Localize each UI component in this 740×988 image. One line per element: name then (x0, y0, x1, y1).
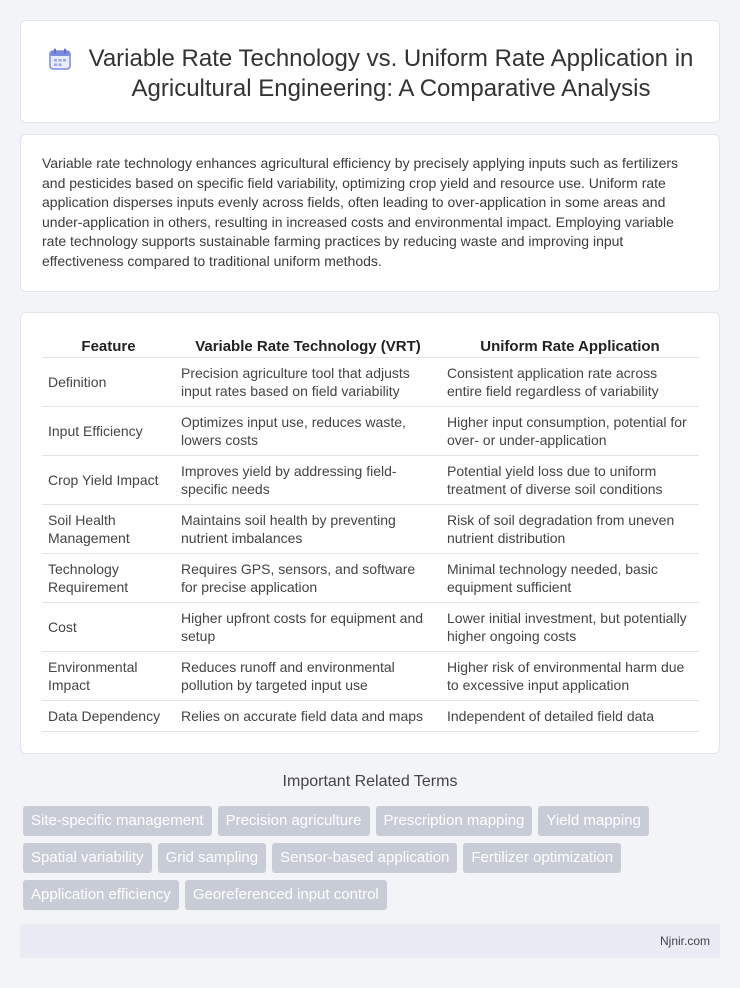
related-terms-list (23, 806, 723, 917)
term-chip[interactable]: Application efficiency (23, 880, 179, 910)
term-chip[interactable]: Yield mapping (538, 806, 649, 836)
header-card (20, 20, 720, 123)
uniform-cell: Higher input consumption, potential for over- or under-application (441, 407, 699, 456)
table-row (42, 652, 699, 701)
comparison-table-card (20, 312, 720, 754)
calendar-icon (49, 48, 71, 70)
term-chip[interactable]: Sensor-based application (272, 843, 457, 873)
vrt-cell: Reduces runoff and environmental pollution by targeted input use (175, 652, 441, 701)
table-row (42, 407, 699, 456)
vrt-cell: Higher upfront costs for equipment and setup (175, 603, 441, 652)
vrt-cell: Maintains soil health by preventing nutrient imbalances (175, 505, 441, 554)
footer-site-link[interactable]: Njnir.com (659, 934, 710, 948)
uniform-cell: Potential yield loss due to uniform treatment of diverse soil conditions (441, 456, 699, 505)
feature-cell: Environmental Impact (42, 652, 175, 701)
footer (20, 924, 720, 958)
uniform-cell: Minimal technology needed, basic equipment sufficient (441, 554, 699, 603)
feature-cell: Input Efficiency (42, 407, 175, 456)
page-title: Variable Rate Technology vs. Uniform Rate Application in Agricultural Engineering: A Comparative Analysis (88, 45, 694, 102)
column-header: Variable Rate Technology (VRT) (175, 333, 441, 358)
vrt-cell: Improves yield by addressing field-specific needs (175, 456, 441, 505)
term-chip[interactable]: Grid sampling (158, 843, 267, 873)
term-chip[interactable]: Fertilizer optimization (463, 843, 621, 873)
vrt-cell: Optimizes input use, reduces waste, lowers costs (175, 407, 441, 456)
column-header: Uniform Rate Application (441, 333, 699, 358)
table-row (42, 701, 699, 732)
table-row (42, 505, 699, 554)
table-header-row (42, 333, 699, 358)
comparison-table (42, 333, 699, 732)
feature-cell: Soil Health Management (42, 505, 175, 554)
term-chip[interactable]: Georeferenced input control (185, 880, 387, 910)
related-terms-heading: Important Related Terms (282, 773, 458, 790)
uniform-cell: Higher risk of environmental harm due to excessive input application (441, 652, 699, 701)
term-chip[interactable]: Prescription mapping (376, 806, 533, 836)
uniform-cell: Independent of detailed field data (441, 701, 699, 732)
vrt-cell: Precision agriculture tool that adjusts input rates based on field variability (175, 358, 441, 407)
uniform-cell: Consistent application rate across entire field regardless of variability (441, 358, 699, 407)
term-chip[interactable]: Site-specific management (23, 806, 212, 836)
summary-text: Variable rate technology enhances agricultural efficiency by precisely applying inputs such as fertilizers and pesticides based on specific field variability, optimizing crop yield and resource use. Uniform rate application disperses inputs evenly across fields, often leading to over-application in some areas and under-application in others, resulting in increased costs and environmental impact. Employing variable rate technology supports sustainable farming practices by reducing waste and improving input effectiveness compared to traditional uniform methods. (42, 155, 679, 269)
vrt-cell: Requires GPS, sensors, and software for precise application (175, 554, 441, 603)
summary-card (20, 134, 720, 292)
feature-cell: Technology Requirement (42, 554, 175, 603)
feature-cell: Crop Yield Impact (42, 456, 175, 505)
term-chip[interactable]: Spatial variability (23, 843, 152, 873)
table-row (42, 554, 699, 603)
table-row (42, 603, 699, 652)
uniform-cell: Lower initial investment, but potentially higher ongoing costs (441, 603, 699, 652)
uniform-cell: Risk of soil degradation from uneven nutrient distribution (441, 505, 699, 554)
vrt-cell: Relies on accurate field data and maps (175, 701, 441, 732)
table-row (42, 358, 699, 407)
feature-cell: Cost (42, 603, 175, 652)
feature-cell: Definition (42, 358, 175, 407)
column-header: Feature (42, 333, 175, 358)
table-row (42, 456, 699, 505)
feature-cell: Data Dependency (42, 701, 175, 732)
term-chip[interactable]: Precision agriculture (218, 806, 370, 836)
